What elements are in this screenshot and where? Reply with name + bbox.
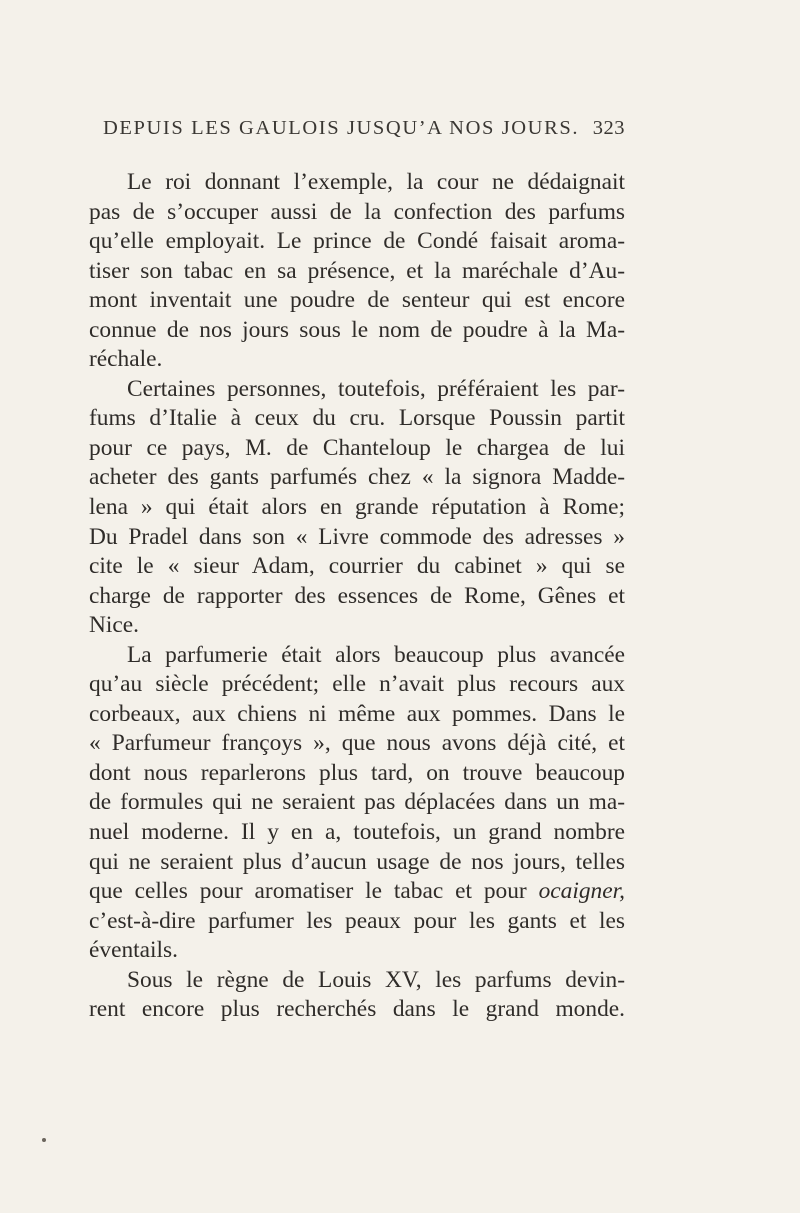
text-line: La parfumerie était alors beaucoup plus avancée — [127, 641, 625, 668]
text-line: Nice. — [89, 612, 140, 639]
text-line: de formules qui ne seraient pas déplacées dans un ma- — [89, 789, 625, 816]
text-line: mont inventait une poudre de senteur qui est encore — [89, 287, 625, 314]
text-line: Du Pradel dans son « Livre commode des adresses » — [89, 523, 625, 550]
text-line: qu’elle employait. Le prince de Condé faisait aroma- — [89, 228, 625, 255]
text-line: qu’au siècle précédent; elle n’avait plus recours aux — [89, 671, 625, 698]
text-line: dont nous reparlerons plus tard, on trouve beaucoup — [89, 759, 625, 786]
paper-speck — [42, 1138, 46, 1142]
text-line: nuel moderne. Il y en a, toutefois, un grand nombre — [89, 819, 625, 846]
text-line: éventails. — [89, 937, 178, 964]
text-line: tiser son tabac en sa présence, et la maréchale d’Au- — [89, 257, 625, 284]
text-line: « Parfumeur françoys », que nous avons déjà cité, et — [89, 730, 625, 757]
page-number: 323 — [592, 117, 625, 139]
italic-word: ocaigner, — [538, 878, 625, 905]
text-line: connue de nos jours sous le nom de poudre à la Ma- — [89, 316, 625, 343]
text-line: rent encore plus recherchés dans le grand monde. — [89, 996, 625, 1023]
text-line: charge de rapporter des essences de Rome, Gênes et — [89, 582, 625, 609]
text-line: Sous le règne de Louis XV, les parfums devin- — [127, 966, 625, 993]
text-line: fums d’Italie à ceux du cru. Lorsque Poussin partit — [89, 405, 625, 432]
text-run: que celles pour aromatiser le tabac et pour — [89, 878, 539, 905]
text-line: pas de s’occuper aussi de la confection des parfums — [89, 198, 625, 225]
text-line: cite le « sieur Adam, courrier du cabinet » qui se — [89, 553, 625, 580]
text-line: qui ne seraient plus d’aucun usage de nos jours, telles — [89, 848, 625, 875]
running-title: DEPUIS LES GAULOIS JUSQU’A NOS JOURS. — [103, 117, 580, 139]
text-line: Le roi donnant l’exemple, la cour ne dédaignait — [127, 169, 625, 195]
text-line: c’est-à-dire parfumer les peaux pour les gants et les — [89, 907, 625, 934]
text-line: lena » qui était alors en grande réputation à Rome; — [89, 494, 625, 521]
running-header — [103, 117, 625, 145]
body-text — [89, 168, 625, 1025]
text-line: pour ce pays, M. de Chanteloup le chargea de lui — [89, 434, 625, 461]
text-line: acheter des gants parfumés chez « la signora Madde- — [89, 464, 625, 491]
text-line — [89, 877, 625, 907]
text-line: Certaines personnes, toutefois, préféraient les par- — [127, 375, 625, 402]
text-line: corbeaux, aux chiens ni même aux pommes. Dans le — [89, 700, 625, 727]
text-line: réchale. — [89, 346, 163, 373]
